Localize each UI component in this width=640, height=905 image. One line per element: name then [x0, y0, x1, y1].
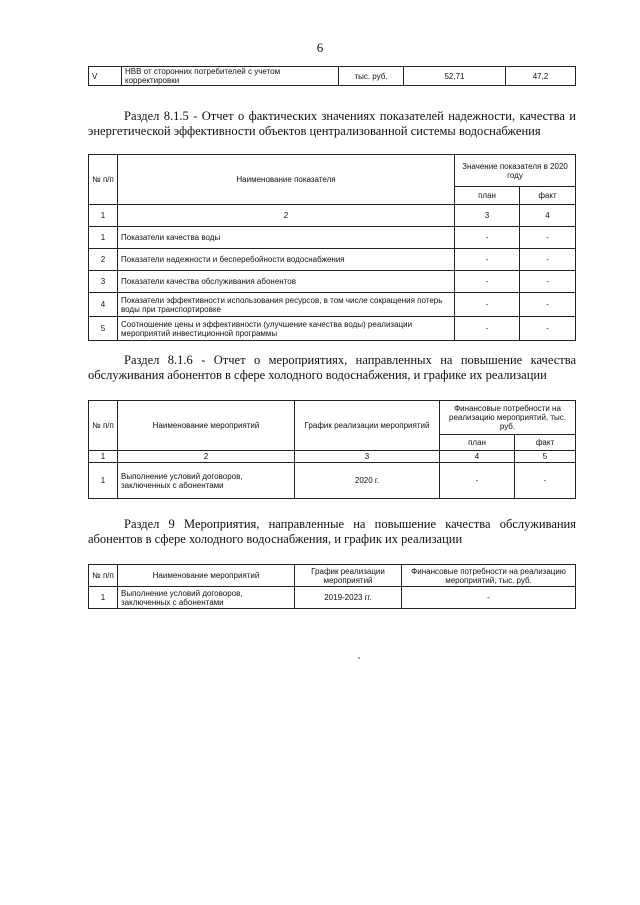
index-cell: 4: [440, 451, 515, 463]
top-row-unit: тыс. руб.: [339, 67, 404, 86]
header-schedule: График реализации мероприятий: [295, 401, 440, 451]
row-fact: -: [520, 271, 576, 293]
row-fact: -: [520, 293, 576, 317]
row-num: 2: [89, 249, 118, 271]
row-num: 5: [89, 317, 118, 341]
row-name: Показатели качества обслуживания абонентов: [118, 271, 455, 293]
row-fact: -: [520, 317, 576, 341]
header-plan: план: [455, 187, 520, 205]
top-row-val2: 47,2: [506, 67, 576, 86]
row-num: 3: [89, 271, 118, 293]
section-9-heading: Раздел 9 Мероприятия, направленные на повышение качества обслуживания абонентов в сфере холодного водоснабжения, и график их реализации: [88, 517, 576, 546]
top-continuation-table: [88, 66, 576, 86]
top-row-num: V: [89, 67, 122, 86]
header-fact: факт: [520, 187, 576, 205]
index-cell: 1: [89, 205, 118, 227]
header-name: Наименование мероприятий: [118, 401, 295, 451]
index-cell: 1: [89, 451, 118, 463]
index-cell: 2: [118, 451, 295, 463]
header-schedule: График реализации мероприятий: [295, 565, 402, 587]
top-row-name: НВВ от сторонних потребителей с учетом корректировки: [122, 67, 339, 86]
table-row: [89, 249, 576, 271]
row-name: Выполнение условий договоров, заключенных с абонентами: [118, 587, 295, 609]
table-row: [89, 317, 576, 341]
header-value-group: Значение показателя в 2020 году: [455, 155, 576, 187]
table-row: [89, 463, 576, 499]
header-name: Наименование показателя: [118, 155, 455, 205]
row-fact: -: [515, 463, 576, 499]
row-name: Показатели качества воды: [118, 227, 455, 249]
table-row: [89, 587, 576, 609]
header-num: № п/п: [89, 401, 118, 451]
section-9-table: [88, 564, 576, 609]
row-plan: -: [455, 249, 520, 271]
row-plan: -: [455, 317, 520, 341]
header-num: № п/п: [89, 155, 118, 205]
header-finance: Финансовые потребности на реализацию мероприятий, тыс. руб.: [440, 401, 576, 435]
row-num: 4: [89, 293, 118, 317]
index-cell: 5: [515, 451, 576, 463]
row-num: 1: [89, 463, 118, 499]
header-plan: план: [440, 435, 515, 451]
row-plan: -: [455, 293, 520, 317]
row-name: Показатели эффективности использования ресурсов, в том числе сокращения потерь воды при транспортировке: [118, 293, 455, 317]
page-number: 6: [316, 40, 324, 55]
header-num: № п/п: [89, 565, 118, 587]
table-row: [89, 271, 576, 293]
table-row: [89, 227, 576, 249]
section-816-table: [88, 400, 576, 499]
row-name: Выполнение условий договоров, заключенных с абонентами: [118, 463, 295, 499]
section-816-heading: Раздел 8.1.6 - Отчет о мероприятиях, направленных на повышение качества обслуживания абонентов в сфере холодного водоснабжения, и графике их реализации: [88, 353, 576, 382]
section-815-table: [88, 154, 576, 341]
row-plan: -: [455, 227, 520, 249]
index-cell: 3: [295, 451, 440, 463]
row-num: 1: [89, 227, 118, 249]
row-schedule: 2020 г.: [295, 463, 440, 499]
row-fact: -: [520, 249, 576, 271]
row-name: Соотношение цены и эффективности (улучшение качества воды) реализации мероприятий инвестиционной программы: [118, 317, 455, 341]
row-plan: -: [440, 463, 515, 499]
table-row: [89, 293, 576, 317]
scan-speck: [358, 657, 360, 659]
index-cell: 3: [455, 205, 520, 227]
row-num: 1: [89, 587, 118, 609]
index-cell: 2: [118, 205, 455, 227]
row-finance: -: [402, 587, 576, 609]
header-name: Наименование мероприятий: [118, 565, 295, 587]
row-schedule: 2019-2023 гг.: [295, 587, 402, 609]
row-name: Показатели надежности и бесперебойности водоснабжения: [118, 249, 455, 271]
index-cell: 4: [520, 205, 576, 227]
section-815-heading: Раздел 8.1.5 - Отчет о фактических значениях показателей надежности, качества и энергетической эффективности объектов централизованной системы водоснабжения: [88, 109, 576, 138]
row-plan: -: [455, 271, 520, 293]
top-row-val1: 52,71: [404, 67, 506, 86]
header-fact: факт: [515, 435, 576, 451]
header-finance: Финансовые потребности на реализацию мероприятий, тыс. руб.: [402, 565, 576, 587]
row-fact: -: [520, 227, 576, 249]
